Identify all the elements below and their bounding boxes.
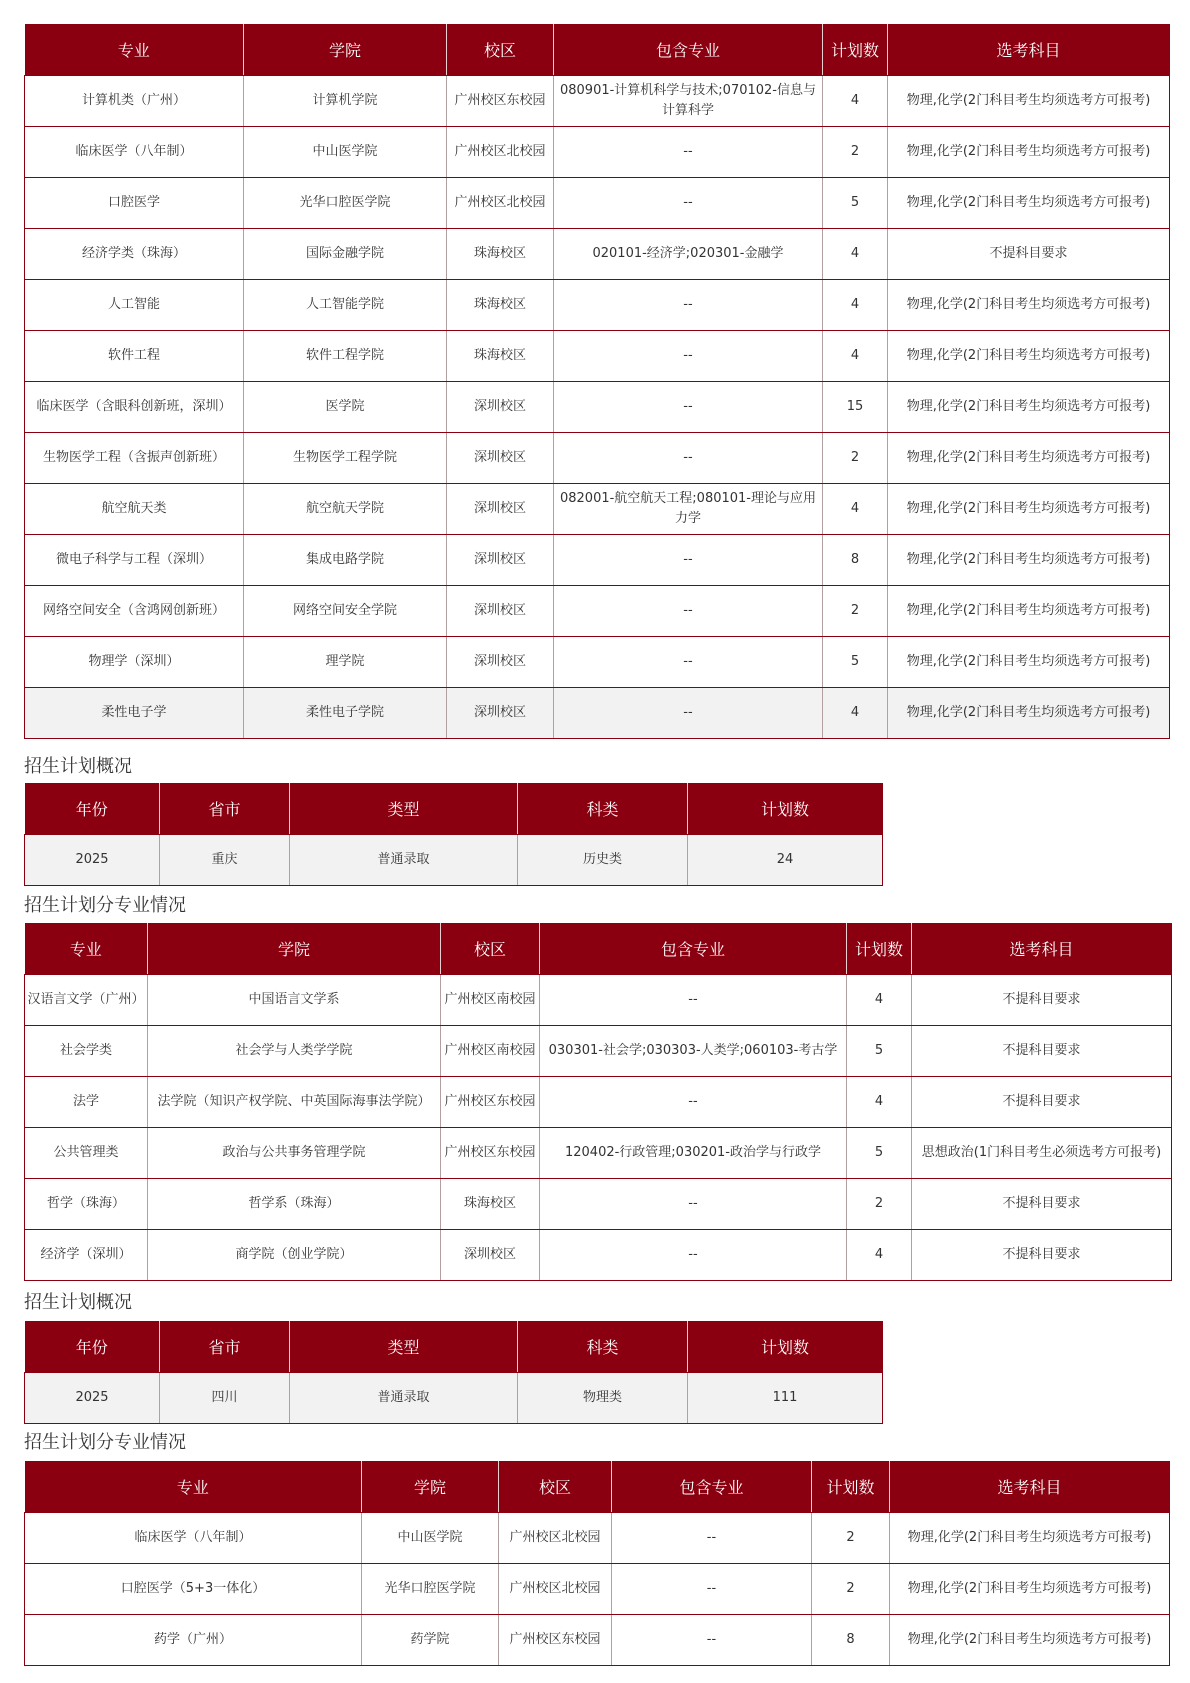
table-row: [25, 127, 1170, 178]
column-header: 包含专业: [554, 24, 823, 76]
table-cell: 物理,化学(2门科目考生均须选考方可报考): [888, 127, 1170, 178]
table-cell: 人工智能: [25, 280, 244, 331]
table-cell: 广州校区北校园: [499, 1564, 612, 1615]
table-cell: 2: [823, 433, 888, 484]
column-header: 学院: [244, 24, 447, 76]
table-row: [25, 280, 1170, 331]
column-header: 包含专业: [612, 1461, 812, 1513]
table-header-row: [25, 1321, 883, 1373]
table-cell: 4: [847, 975, 912, 1026]
table-row: [25, 637, 1170, 688]
table-cell: 社会学类: [25, 1026, 148, 1077]
table-cell: --: [554, 127, 823, 178]
column-header: 类型: [290, 783, 518, 835]
table-row: [25, 382, 1170, 433]
table-row: [25, 688, 1170, 739]
table-cell: 普通录取: [290, 1373, 518, 1424]
table-cell: 口腔医学: [25, 178, 244, 229]
table-cell: --: [540, 1077, 847, 1128]
table-cell: 航空航天类: [25, 484, 244, 535]
table-cell: 物理类: [518, 1373, 688, 1424]
table-cell: 微电子科学与工程（深圳）: [25, 535, 244, 586]
table-cell: --: [554, 382, 823, 433]
column-header: 省市: [160, 783, 290, 835]
table-row: [25, 1026, 1172, 1077]
table-cell: 哲学系（珠海）: [148, 1179, 441, 1230]
table-cell: 4: [823, 280, 888, 331]
table-row: [25, 1179, 1172, 1230]
table-cell: 政治与公共事务管理学院: [148, 1128, 441, 1179]
table-cell: 药学（广州）: [25, 1615, 362, 1666]
table-cell: --: [612, 1513, 812, 1564]
table-cell: 珠海校区: [447, 331, 554, 382]
column-header: 计划数: [812, 1461, 890, 1513]
table-row: [25, 1230, 1172, 1281]
table-cell: 普通录取: [290, 835, 518, 886]
table-cell: 物理,化学(2门科目考生均须选考方可报考): [888, 76, 1170, 127]
table-row: [25, 1513, 1170, 1564]
table-cell: --: [612, 1615, 812, 1666]
table-cell: 物理,化学(2门科目考生均须选考方可报考): [888, 688, 1170, 739]
table-cell: 020101-经济学;020301-金融学: [554, 229, 823, 280]
table-cell: 珠海校区: [441, 1179, 540, 1230]
plan-overview-title: 招生计划概况: [24, 756, 132, 777]
table-cell: 深圳校区: [447, 484, 554, 535]
plan-overview-table: [24, 783, 883, 886]
table-cell: 111: [688, 1373, 883, 1424]
table-cell: 口腔医学（5+3一体化）: [25, 1564, 362, 1615]
column-header: 年份: [25, 783, 160, 835]
plan-overview-title: 招生计划概况: [24, 1292, 132, 1313]
table-cell: 2: [812, 1564, 890, 1615]
column-header: 类型: [290, 1321, 518, 1373]
column-header: 选考科目: [888, 24, 1170, 76]
column-header: 省市: [160, 1321, 290, 1373]
table-header-row: [25, 24, 1170, 76]
table-cell: 4: [823, 688, 888, 739]
table-header-row: [25, 1461, 1170, 1513]
table-cell: 不提科目要求: [912, 1077, 1172, 1128]
table-cell: 计算机类（广州）: [25, 76, 244, 127]
table-cell: 24: [688, 835, 883, 886]
table-cell: 思想政治(1门科目考生必须选考方可报考): [912, 1128, 1172, 1179]
table-cell: 物理,化学(2门科目考生均须选考方可报考): [890, 1564, 1170, 1615]
table-cell: --: [554, 586, 823, 637]
table-cell: 软件工程学院: [244, 331, 447, 382]
table-cell: 物理,化学(2门科目考生均须选考方可报考): [888, 637, 1170, 688]
table-row: [25, 1128, 1172, 1179]
column-header: 选考科目: [912, 923, 1172, 975]
column-header: 计划数: [688, 1321, 883, 1373]
table-cell: 重庆: [160, 835, 290, 886]
column-header: 学院: [362, 1461, 499, 1513]
table-row: [25, 433, 1170, 484]
column-header: 校区: [441, 923, 540, 975]
table-cell: 5: [823, 637, 888, 688]
table-row: [25, 76, 1170, 127]
table-cell: 082001-航空航天工程;080101-理论与应用力学: [554, 484, 823, 535]
table-cell: 人工智能学院: [244, 280, 447, 331]
table-cell: 社会学与人类学学院: [148, 1026, 441, 1077]
table-cell: 计算机学院: [244, 76, 447, 127]
table-cell: 030301-社会学;030303-人类学;060103-考古学: [540, 1026, 847, 1077]
table-cell: --: [540, 1179, 847, 1230]
table-cell: 广州校区东校园: [441, 1077, 540, 1128]
table-cell: 汉语言文学（广州）: [25, 975, 148, 1026]
table-cell: 深圳校区: [447, 433, 554, 484]
table-cell: 法学: [25, 1077, 148, 1128]
plan-by-major-table: [24, 923, 1172, 1281]
table-cell: 广州校区东校园: [447, 76, 554, 127]
column-header: 选考科目: [890, 1461, 1170, 1513]
plan-by-major-table: [24, 24, 1170, 739]
table-cell: --: [554, 637, 823, 688]
table-cell: 生物医学工程学院: [244, 433, 447, 484]
table-cell: 柔性电子学院: [244, 688, 447, 739]
table-cell: 中山医学院: [244, 127, 447, 178]
table-cell: 4: [823, 229, 888, 280]
table-cell: 5: [823, 178, 888, 229]
table-cell: 不提科目要求: [912, 1230, 1172, 1281]
table-header-row: [25, 923, 1172, 975]
table-cell: 哲学（珠海）: [25, 1179, 148, 1230]
table-row: [25, 331, 1170, 382]
table-cell: 网络空间安全学院: [244, 586, 447, 637]
table-cell: 2: [823, 127, 888, 178]
table-cell: 5: [847, 1026, 912, 1077]
table-cell: 8: [823, 535, 888, 586]
table-row: [25, 484, 1170, 535]
table-cell: 中国语言文学系: [148, 975, 441, 1026]
column-header: 校区: [499, 1461, 612, 1513]
column-header: 年份: [25, 1321, 160, 1373]
table-row: [25, 586, 1170, 637]
table-cell: --: [554, 280, 823, 331]
table-cell: 广州校区北校园: [499, 1513, 612, 1564]
table-cell: 2025: [25, 1373, 160, 1424]
table-cell: 临床医学（八年制）: [25, 127, 244, 178]
table-row: [25, 1564, 1170, 1615]
table-cell: 080901-计算机科学与技术;070102-信息与计算科学: [554, 76, 823, 127]
table-cell: --: [612, 1564, 812, 1615]
plan-by-major-title: 招生计划分专业情况: [24, 1432, 186, 1453]
table-cell: 物理,化学(2门科目考生均须选考方可报考): [888, 433, 1170, 484]
table-cell: 珠海校区: [447, 229, 554, 280]
table-cell: 15: [823, 382, 888, 433]
table-cell: 4: [823, 76, 888, 127]
table-cell: --: [540, 1230, 847, 1281]
table-cell: 深圳校区: [447, 382, 554, 433]
table-cell: 深圳校区: [441, 1230, 540, 1281]
table-cell: 物理,化学(2门科目考生均须选考方可报考): [888, 280, 1170, 331]
table-cell: 航空航天学院: [244, 484, 447, 535]
plan-overview-table: [24, 1321, 883, 1424]
table-cell: 法学院（知识产权学院、中英国际海事法学院）: [148, 1077, 441, 1128]
table-cell: 5: [847, 1128, 912, 1179]
table-cell: --: [554, 433, 823, 484]
table-row: [25, 178, 1170, 229]
table-cell: 广州校区北校园: [447, 127, 554, 178]
table-cell: 临床医学（八年制）: [25, 1513, 362, 1564]
table-cell: 深圳校区: [447, 688, 554, 739]
column-header: 专业: [25, 1461, 362, 1513]
table-cell: 网络空间安全（含鸿网创新班）: [25, 586, 244, 637]
column-header: 专业: [25, 24, 244, 76]
column-header: 科类: [518, 783, 688, 835]
table-row: [25, 1615, 1170, 1666]
table-cell: 国际金融学院: [244, 229, 447, 280]
table-cell: 不提科目要求: [888, 229, 1170, 280]
table-cell: 广州校区南校园: [441, 975, 540, 1026]
table-cell: 2: [823, 586, 888, 637]
table-cell: 珠海校区: [447, 280, 554, 331]
table-cell: 药学院: [362, 1615, 499, 1666]
table-row: [25, 975, 1172, 1026]
table-cell: 商学院（创业学院）: [148, 1230, 441, 1281]
table-cell: 经济学类（珠海）: [25, 229, 244, 280]
table-cell: 理学院: [244, 637, 447, 688]
table-cell: 广州校区南校园: [441, 1026, 540, 1077]
table-cell: 4: [847, 1230, 912, 1281]
table-row: [25, 535, 1170, 586]
table-cell: 物理,化学(2门科目考生均须选考方可报考): [888, 535, 1170, 586]
table-cell: 120402-行政管理;030201-政治学与行政学: [540, 1128, 847, 1179]
table-cell: 2: [847, 1179, 912, 1230]
table-cell: 临床医学（含眼科创新班，深圳）: [25, 382, 244, 433]
table-cell: --: [554, 688, 823, 739]
table-cell: 经济学（深圳）: [25, 1230, 148, 1281]
table-cell: 物理,化学(2门科目考生均须选考方可报考): [888, 484, 1170, 535]
column-header: 包含专业: [540, 923, 847, 975]
table-cell: --: [540, 975, 847, 1026]
table-cell: 物理,化学(2门科目考生均须选考方可报考): [888, 586, 1170, 637]
table-row: [25, 1077, 1172, 1128]
table-cell: 软件工程: [25, 331, 244, 382]
table-cell: 生物医学工程（含振声创新班）: [25, 433, 244, 484]
table-row: [25, 1373, 883, 1424]
table-cell: 4: [847, 1077, 912, 1128]
table-cell: 广州校区东校园: [499, 1615, 612, 1666]
column-header: 计划数: [847, 923, 912, 975]
table-cell: 不提科目要求: [912, 975, 1172, 1026]
table-cell: 2: [812, 1513, 890, 1564]
table-cell: --: [554, 535, 823, 586]
table-cell: 医学院: [244, 382, 447, 433]
table-cell: 光华口腔医学院: [244, 178, 447, 229]
table-cell: --: [554, 178, 823, 229]
table-header-row: [25, 783, 883, 835]
table-cell: 集成电路学院: [244, 535, 447, 586]
table-cell: 物理,化学(2门科目考生均须选考方可报考): [890, 1615, 1170, 1666]
column-header: 计划数: [823, 24, 888, 76]
table-cell: 广州校区东校园: [441, 1128, 540, 1179]
column-header: 学院: [148, 923, 441, 975]
table-cell: 4: [823, 331, 888, 382]
table-cell: 不提科目要求: [912, 1179, 1172, 1230]
table-cell: 8: [812, 1615, 890, 1666]
table-cell: 物理,化学(2门科目考生均须选考方可报考): [888, 178, 1170, 229]
table-cell: 广州校区北校园: [447, 178, 554, 229]
table-cell: --: [554, 331, 823, 382]
table-cell: 光华口腔医学院: [362, 1564, 499, 1615]
table-cell: 深圳校区: [447, 637, 554, 688]
table-cell: 中山医学院: [362, 1513, 499, 1564]
table-cell: 物理,化学(2门科目考生均须选考方可报考): [890, 1513, 1170, 1564]
table-cell: 4: [823, 484, 888, 535]
table-cell: 历史类: [518, 835, 688, 886]
plan-by-major-title: 招生计划分专业情况: [24, 895, 186, 916]
table-cell: 物理,化学(2门科目考生均须选考方可报考): [888, 382, 1170, 433]
table-cell: 物理,化学(2门科目考生均须选考方可报考): [888, 331, 1170, 382]
table-cell: 物理学（深圳）: [25, 637, 244, 688]
column-header: 专业: [25, 923, 148, 975]
table-cell: 2025: [25, 835, 160, 886]
column-header: 计划数: [688, 783, 883, 835]
table-row: [25, 229, 1170, 280]
table-cell: 柔性电子学: [25, 688, 244, 739]
table-cell: 不提科目要求: [912, 1026, 1172, 1077]
table-cell: 深圳校区: [447, 535, 554, 586]
plan-by-major-table: [24, 1461, 1170, 1666]
table-cell: 公共管理类: [25, 1128, 148, 1179]
table-cell: 深圳校区: [447, 586, 554, 637]
column-header: 校区: [447, 24, 554, 76]
table-row: [25, 835, 883, 886]
table-cell: 四川: [160, 1373, 290, 1424]
column-header: 科类: [518, 1321, 688, 1373]
